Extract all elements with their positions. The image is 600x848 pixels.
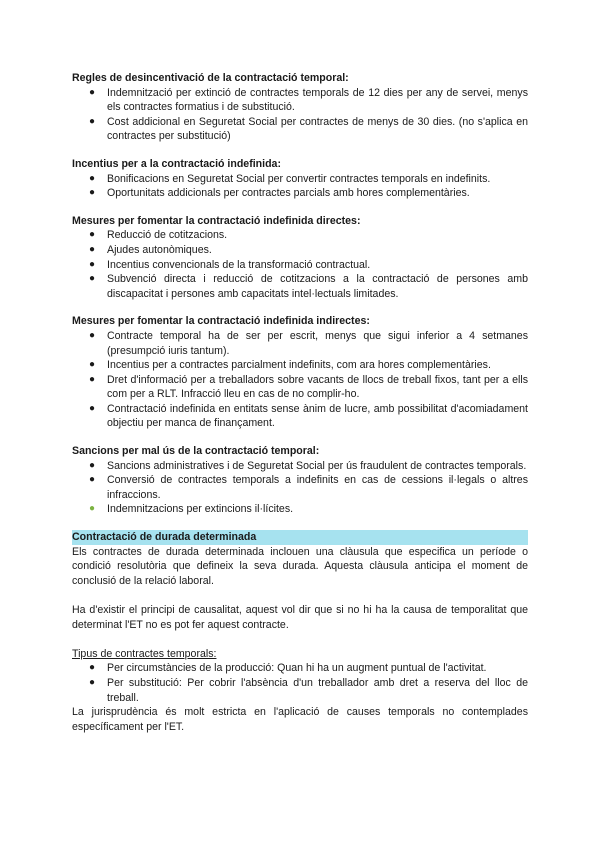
section xyxy=(72,444,528,517)
section-heading: Regles de desincentivació de la contractació temporal: xyxy=(72,72,349,84)
list-item: ● Dret d'informació per a treballadors sobre vacants de llocs de treball fixos, tant per a ells com per a RLT. Infracció lleu en cas de no complir-ho. xyxy=(89,373,528,401)
section-heading-durada: Contractació de durada determinada xyxy=(72,530,528,545)
list-item: ● Per substitució: Per cobrir l'absència d'un treballador amb dret a reserva del lloc de treball. xyxy=(89,676,528,704)
list-item: ● Incentius per a contractes parcialment indefinits, com ara hores complementàries. xyxy=(89,359,491,372)
section xyxy=(72,157,528,201)
bullet-icon: ● xyxy=(89,662,96,674)
list-item: ● Subvenció directa i reducció de cotitzacions a la contractació de persones amb discapacitat i persones amb capacitats intel·lectuals limitades. xyxy=(89,273,528,300)
section xyxy=(72,314,528,431)
list-item: ● Sancions administratives i de Seguretat Social per ús fraudulent de contractes temporals. xyxy=(89,459,527,472)
bullet-list xyxy=(72,172,528,201)
paragraph-durada-3: La jurisprudència és molt estricta en l'aplicació de causes temporals no contemplades específicament per l'ET. xyxy=(72,706,528,733)
section xyxy=(72,214,528,302)
list-item: ● Cost addicional en Seguretat Social per contractes de menys de 30 dies. (no s'aplica en contractes per substitució) xyxy=(89,115,528,143)
bullet-list xyxy=(72,329,528,431)
bullet-icon: ● xyxy=(89,474,96,486)
list-item: ● Contractació indefinida en entitats sense ànim de lucre, amb possibilitat d'acomiadament objectiu per manca de finançament. xyxy=(89,402,528,430)
list-item: ● Conversió de contractes temporals a indefinits en cas de cessions il·legals o altres infraccions. xyxy=(89,474,528,501)
document-content xyxy=(72,71,528,734)
tipus-list xyxy=(72,661,528,705)
section-heading: Mesures per fomentar la contractació indefinida indirectes: xyxy=(72,315,370,328)
list-item: ● Oportunitats addicionals per contractes parcials amb hores complementàries. xyxy=(89,187,470,200)
section-heading: Sancions per mal ús de la contractació temporal: xyxy=(72,445,320,458)
list-item: ● Ajudes autonòmiques. xyxy=(89,243,212,256)
bullet-icon: ● xyxy=(89,273,96,285)
bullet-icon: ● xyxy=(89,676,96,688)
bullet-list xyxy=(72,228,528,301)
bullet-icon: ● xyxy=(89,86,96,98)
list-item: ● Indemnitzacions per extincions il·lícites. xyxy=(89,503,294,516)
paragraph-durada-2: Ha d'existir el principi de causalitat, aquest vol dir que si no hi ha la causa de temporalitat que determinat l'ET no es pot fer aquest contracte. xyxy=(72,604,528,631)
bullet-icon: ● xyxy=(89,115,96,127)
bullet-icon: ● xyxy=(89,187,96,199)
list-item: ● Reducció de cotitzacions. xyxy=(89,229,228,242)
bullet-icon: ● xyxy=(89,503,96,515)
bullet-icon: ● xyxy=(89,172,96,184)
list-item: ● Indemnització per extinció de contractes temporals de 12 dies per any de servei, menys els contractes formatius i de substitució. xyxy=(89,86,528,114)
paragraph-durada-1: Els contractes de durada determinada inclouen una clàusula que especifica un període o condició resolutòria que defineix la seva durada. Aquesta clàusula anticipa el moment de conclusió de la relació laboral. xyxy=(72,545,528,587)
bullet-icon: ● xyxy=(89,229,96,241)
list-item: ● Contracte temporal ha de ser per escrit, menys que sigui inferior a 4 setmanes (presumpció iuris tantum). xyxy=(89,329,528,357)
bullet-list xyxy=(72,86,528,144)
bullet-icon: ● xyxy=(89,329,96,341)
bullet-list xyxy=(72,459,528,517)
bullet-icon: ● xyxy=(89,402,96,414)
bullet-icon: ● xyxy=(89,459,96,471)
sections-container xyxy=(72,71,528,517)
bullet-icon: ● xyxy=(89,359,96,371)
list-item: ● Per circumstàncies de la producció: Quan hi ha un augment puntual de l'activitat. xyxy=(89,662,487,675)
list-item: ● Incentius convencionals de la transformació contractual. xyxy=(89,258,371,271)
section-heading: Mesures per fomentar la contractació indefinida directes: xyxy=(72,214,361,227)
bullet-icon: ● xyxy=(89,243,96,255)
section-heading: Incentius per a la contractació indefinida: xyxy=(72,157,281,170)
list-item: ● Bonificacions en Seguretat Social per convertir contractes temporals en indefinits. xyxy=(89,172,491,185)
bullet-icon: ● xyxy=(89,373,96,385)
bullet-icon: ● xyxy=(89,258,96,270)
tipus-heading: Tipus de contractes temporals: xyxy=(72,647,217,660)
section xyxy=(72,71,528,144)
